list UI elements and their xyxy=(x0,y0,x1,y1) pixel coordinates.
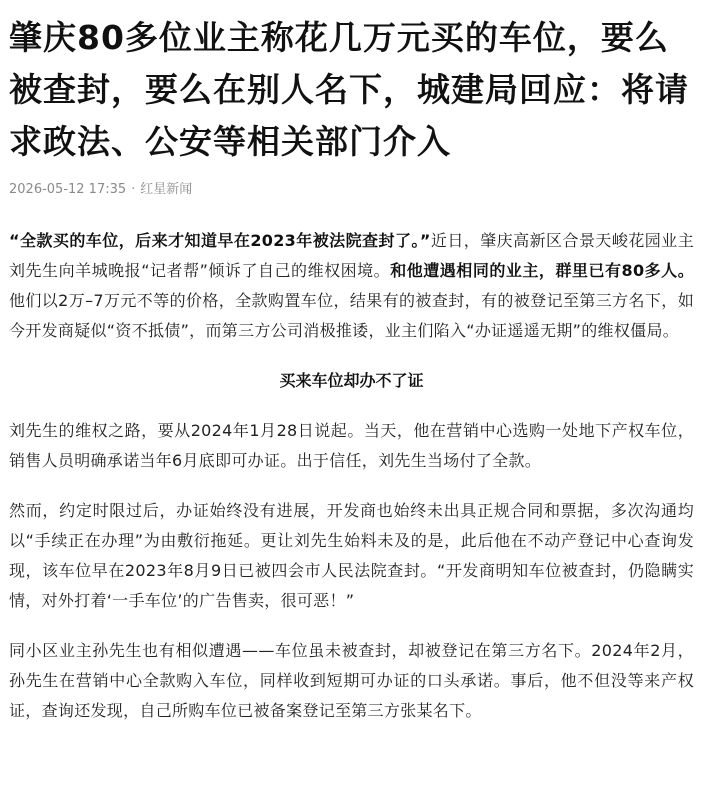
section-subheading: 买来车位却办不了证 xyxy=(279,371,424,390)
article-body xyxy=(9,226,694,726)
article-title: 肇庆80多位业主称花几万元买的车位，要么被查封，要么在别人名下，城建局回应：将请求政法、公安等相关部门介入 xyxy=(9,18,689,161)
source-name: 红星新闻 xyxy=(140,182,193,197)
paragraph-4: 同小区业主孙先生也有相似遭遇——车位虽未被查封，却被登记在第三方名下。2024年2月，孙先生在营销中心全款购入车位，同样收到短期可办证的口头承诺。事后，他不但没等来产权证，查询还发现，自己所购车位已被备案登记至第三方张某名下。 xyxy=(9,641,694,720)
lead-quote: “全款买的车位，后来才知道早在2023年被法院查封了。” xyxy=(9,231,431,250)
paragraph-3: 然而，约定时限过后，办证始终没有进展，开发商也始终未出具正规合同和票据，多次沟通均以“手续正在办理”为由敷衍拖延。更让刘先生始料未及的是，此后他在不动产登记中心查询发现，该车位早在2023年8月9日已被四会市人民法院查封。“开发商明知车位被查封，仍隐瞒实情，对外打着‘一手车位’的广告售卖，很可恶！” xyxy=(9,501,694,610)
article-meta xyxy=(9,180,694,200)
lead-text-a: 近日，肇庆高新区合景天峻花园业主刘先生向羊城晚报“记者帮”倾诉了自己的维权困境。 xyxy=(9,231,694,280)
lead-text-c: 他们以2万–7万元不等的价格，全款购置车位，结果有的被查封，有的被登记至第三方名下，如今开发商疑似“资不抵债”，而第三方公司消极推诿，业主们陷入“办证遥遥无期”的维权僵局。 xyxy=(9,291,694,340)
paragraph-2: 刘先生的维权之路，要从2024年1月28日说起。当天，他在营销中心选购一处地下产权车位，销售人员明确承诺当年6月底即可办证。出于信任，刘先生当场付了全款。 xyxy=(9,421,694,470)
meta-separator: · xyxy=(131,182,136,197)
publish-date: 2026-05-12 17:35 xyxy=(9,182,127,197)
lead-bold-b: 和他遭遇相同的业主，群里已有80多人。 xyxy=(390,261,695,280)
lead-paragraph xyxy=(9,226,694,346)
